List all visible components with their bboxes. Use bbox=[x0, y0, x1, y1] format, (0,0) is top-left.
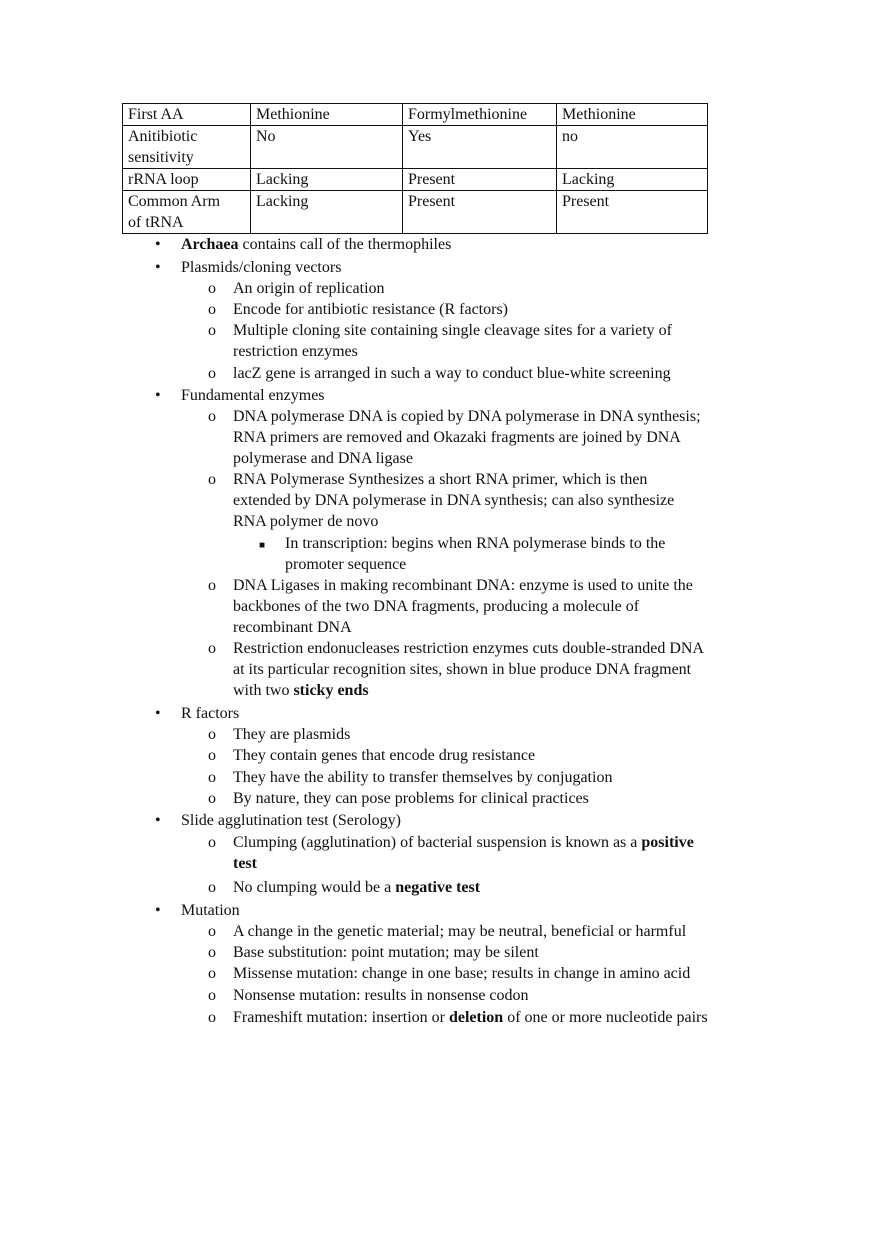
sub-marker: o bbox=[208, 280, 216, 297]
item-text: contains call of the thermophiles bbox=[238, 236, 452, 253]
sub-marker: o bbox=[208, 726, 216, 743]
bold-text: test bbox=[233, 855, 257, 872]
sub-item-cont: at its particular recognition sites, shown in blue produce DNA fragment bbox=[233, 661, 692, 678]
sub-item bbox=[233, 1007, 708, 1028]
sub-marker: o bbox=[208, 471, 216, 488]
comparison-table bbox=[122, 103, 708, 234]
bullet-marker: • bbox=[155, 812, 161, 829]
sub-item: DNA Ligases in making recombinant DNA: enzyme is used to unite the bbox=[233, 577, 693, 594]
sub-marker: o bbox=[208, 640, 216, 657]
sub-marker: o bbox=[208, 923, 216, 940]
sub-sub-item: In transcription: begins when RNA polymerase binds to the bbox=[285, 535, 666, 552]
cell-line: sensitivity bbox=[128, 149, 194, 166]
table-cell bbox=[123, 191, 251, 234]
table-cell: Formylmethionine bbox=[403, 104, 557, 126]
table-row bbox=[123, 191, 708, 234]
list-item: R factors bbox=[181, 705, 240, 722]
sub-item: Missense mutation: change in one base; results in change in amino acid bbox=[233, 965, 691, 982]
sub-item-cont: RNA polymer de novo bbox=[233, 513, 379, 530]
sub-marker: o bbox=[208, 322, 216, 339]
sub-item bbox=[233, 832, 694, 853]
table-cell: Present bbox=[557, 191, 708, 234]
sub-marker: o bbox=[208, 1009, 216, 1026]
table-cell: Present bbox=[403, 169, 557, 191]
cell-line: Common Arm bbox=[128, 193, 221, 210]
table-cell: Lacking bbox=[251, 169, 403, 191]
sub-marker: o bbox=[208, 790, 216, 807]
list-item: Fundamental enzymes bbox=[181, 387, 325, 404]
sub-marker: o bbox=[208, 987, 216, 1004]
bold-text: negative test bbox=[395, 879, 481, 896]
sub-marker: o bbox=[208, 769, 216, 786]
sub-item: RNA Polymerase Synthesizes a short RNA primer, which is then bbox=[233, 471, 648, 488]
sub-marker: o bbox=[208, 879, 216, 896]
sub-item-cont bbox=[233, 680, 369, 701]
bullet-marker: • bbox=[155, 259, 161, 276]
bold-text: positive bbox=[641, 834, 694, 851]
bold-text: sticky ends bbox=[293, 682, 369, 699]
item-text: of one or more nucleotide pairs bbox=[503, 1009, 708, 1026]
table-cell: Methionine bbox=[557, 104, 708, 126]
table-cell bbox=[123, 126, 251, 169]
sub-marker: o bbox=[208, 577, 216, 594]
sub-marker: o bbox=[208, 834, 216, 851]
sub-item-cont: restriction enzymes bbox=[233, 343, 358, 360]
sub-item-cont: extended by DNA polymerase in DNA synthesis; can also synthesize bbox=[233, 492, 675, 509]
table-cell: Lacking bbox=[251, 191, 403, 234]
sub-marker: o bbox=[208, 365, 216, 382]
sub-item-cont: RNA primers are removed and Okazaki fragments are joined by DNA bbox=[233, 429, 681, 446]
sub-item: Encode for antibiotic resistance (R factors) bbox=[233, 301, 508, 318]
sub-item: Base substitution: point mutation; may be silent bbox=[233, 944, 539, 961]
sub-item: Restriction endonucleases restriction enzymes cuts double-stranded DNA bbox=[233, 640, 704, 657]
sub-sub-item-cont: promoter sequence bbox=[285, 556, 407, 573]
sub-item-cont: backbones of the two DNA fragments, producing a molecule of bbox=[233, 598, 640, 615]
table-cell: Lacking bbox=[557, 169, 708, 191]
table-cell: Present bbox=[403, 191, 557, 234]
table-cell: Methionine bbox=[251, 104, 403, 126]
table-cell: rRNA loop bbox=[123, 169, 251, 191]
bullet-marker: • bbox=[155, 902, 161, 919]
sub-item: They contain genes that encode drug resistance bbox=[233, 747, 536, 764]
list-item bbox=[181, 234, 451, 255]
list-item: Plasmids/cloning vectors bbox=[181, 259, 342, 276]
table-cell: Yes bbox=[403, 126, 557, 169]
item-text: Clumping (agglutination) of bacterial suspension is known as a bbox=[233, 834, 642, 851]
sub-marker: o bbox=[208, 408, 216, 425]
bullet-marker: • bbox=[155, 236, 161, 253]
table-cell: no bbox=[557, 126, 708, 169]
sub-item: They have the ability to transfer themselves by conjugation bbox=[233, 769, 613, 786]
cell-line: Anitibiotic bbox=[128, 128, 198, 145]
sub-marker: o bbox=[208, 944, 216, 961]
sub-marker: o bbox=[208, 301, 216, 318]
sub-item: DNA polymerase DNA is copied by DNA polymerase in DNA synthesis; bbox=[233, 408, 701, 425]
square-marker: ■ bbox=[259, 540, 266, 551]
list-item: Mutation bbox=[181, 902, 240, 919]
sub-marker: o bbox=[208, 747, 216, 764]
sub-item: An origin of replication bbox=[233, 280, 385, 297]
sub-item bbox=[233, 877, 480, 898]
item-text: No clumping would be a bbox=[233, 879, 396, 896]
sub-item: Multiple cloning site containing single cleavage sites for a variety of bbox=[233, 322, 672, 339]
sub-item: lacZ gene is arranged in such a way to conduct blue-white screening bbox=[233, 365, 671, 382]
sub-item: By nature, they can pose problems for clinical practices bbox=[233, 790, 589, 807]
item-text: with two bbox=[233, 682, 294, 699]
table-cell: First AA bbox=[123, 104, 251, 126]
table-cell: No bbox=[251, 126, 403, 169]
bullet-marker: • bbox=[155, 705, 161, 722]
bold-text: deletion bbox=[448, 1009, 504, 1026]
bullet-marker: • bbox=[155, 387, 161, 404]
cell-line: of tRNA bbox=[128, 214, 184, 231]
sub-item-cont: recombinant DNA bbox=[233, 619, 352, 636]
list-item: Slide agglutination test (Serology) bbox=[181, 812, 401, 829]
sub-item: A change in the genetic material; may be neutral, beneficial or harmful bbox=[233, 923, 687, 940]
sub-marker: o bbox=[208, 965, 216, 982]
sub-item: They are plasmids bbox=[233, 726, 351, 743]
table-row bbox=[123, 104, 708, 126]
table-row bbox=[123, 126, 708, 169]
sub-item: Nonsense mutation: results in nonsense codon bbox=[233, 987, 529, 1004]
sub-item-cont: polymerase and DNA ligase bbox=[233, 450, 413, 467]
bold-text: Archaea bbox=[181, 236, 239, 253]
item-text: Frameshift mutation: insertion or bbox=[233, 1009, 449, 1026]
table-row bbox=[123, 169, 708, 191]
